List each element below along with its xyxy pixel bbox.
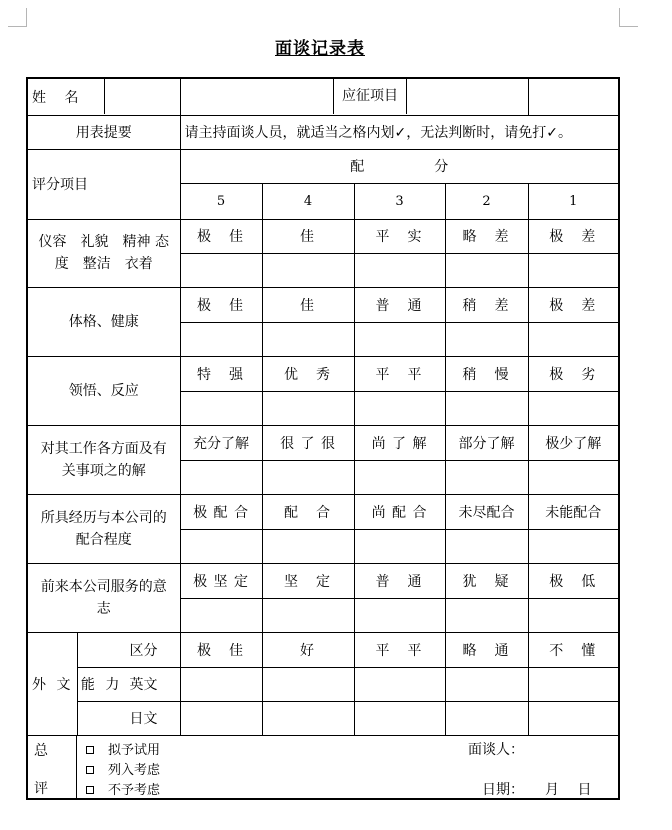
mark-cell[interactable] — [180, 701, 262, 735]
mark-cell[interactable] — [445, 391, 528, 425]
option-label: 不予考虑 — [108, 782, 161, 798]
mark-cell[interactable] — [528, 701, 619, 735]
mark-cell[interactable] — [262, 322, 354, 356]
criterion-row — [27, 356, 619, 391]
criterion-row — [27, 287, 619, 322]
position-cell — [528, 78, 619, 115]
criterion-label: 前来本公司服务的意 志 — [27, 563, 180, 632]
mark-cell[interactable] — [262, 391, 354, 425]
mark-cell[interactable] — [262, 701, 354, 735]
summary-label-box — [28, 736, 77, 798]
summary-cell — [27, 735, 619, 799]
checkbox-icon[interactable] — [86, 766, 94, 774]
score-2: 2 — [445, 183, 528, 219]
scoring-label: 评分项目 — [27, 149, 180, 219]
summary-row — [27, 735, 619, 799]
grade-label: 部分了解 — [445, 425, 528, 460]
option-trial[interactable] — [82, 739, 160, 758]
grade-label: 略 差 — [445, 219, 528, 253]
position-label: 应征项目 — [333, 79, 407, 114]
grade-label: 极 差 — [528, 287, 619, 322]
mark-cell[interactable] — [180, 529, 262, 563]
mark-cell[interactable] — [354, 460, 445, 494]
criterion-row — [27, 425, 619, 460]
mark-cell[interactable] — [354, 701, 445, 735]
grade-label: 稍 慢 — [445, 356, 528, 391]
grade-label: 配 合 — [262, 494, 354, 529]
grade-label: 特 强 — [180, 356, 262, 391]
grade-label: 未尽配合 — [445, 494, 528, 529]
grade-label: 极 佳 — [180, 219, 262, 253]
grade-label: 尚 配 合 — [354, 494, 445, 529]
grade-label: 极 配 合 — [180, 494, 262, 529]
criterion-row — [27, 219, 619, 253]
mark-cell[interactable] — [528, 529, 619, 563]
option-label: 列入考虑 — [108, 762, 161, 778]
grade-label: 普 通 — [354, 563, 445, 598]
mark-cell[interactable] — [180, 667, 262, 701]
mark-cell[interactable] — [180, 598, 262, 632]
mark-cell[interactable] — [354, 529, 445, 563]
grade-label: 极 劣 — [528, 356, 619, 391]
mark-cell[interactable] — [445, 322, 528, 356]
language-row-japanese — [27, 701, 619, 735]
mark-cell[interactable] — [445, 529, 528, 563]
criterion-label: 领悟、反应 — [27, 356, 180, 425]
instructions-label: 用表提要 — [27, 115, 180, 149]
mark-cell[interactable] — [445, 667, 528, 701]
grade-label: 尚 了 解 — [354, 425, 445, 460]
grade-label: 优 秀 — [262, 356, 354, 391]
mark-cell[interactable] — [528, 391, 619, 425]
page-corner-mark-left — [8, 8, 27, 27]
mark-cell[interactable] — [354, 598, 445, 632]
mark-cell[interactable] — [445, 253, 528, 287]
grade-label: 稍 差 — [445, 287, 528, 322]
score-4: 4 — [262, 183, 354, 219]
grade-label: 平 平 — [354, 356, 445, 391]
grade-label: 极 低 — [528, 563, 619, 598]
mark-cell[interactable] — [262, 460, 354, 494]
page-corner-mark-right — [619, 8, 638, 27]
grade-label: 好 — [262, 632, 354, 667]
mark-cell[interactable] — [445, 460, 528, 494]
mark-cell[interactable] — [528, 322, 619, 356]
grade-label: 佳 — [262, 287, 354, 322]
score-1: 1 — [528, 183, 619, 219]
mark-cell[interactable] — [354, 667, 445, 701]
criterion-row — [27, 494, 619, 529]
mark-cell[interactable] — [180, 460, 262, 494]
grade-label: 极 坚 定 — [180, 563, 262, 598]
score-header: 配 分 — [180, 149, 619, 183]
mark-cell[interactable] — [528, 253, 619, 287]
mark-cell[interactable] — [528, 667, 619, 701]
summary-label-bottom: 评 — [34, 780, 48, 797]
grade-label: 平 平 — [354, 632, 445, 667]
name-label: 姓 名 — [27, 78, 180, 115]
checkbox-icon[interactable] — [86, 786, 94, 794]
name-divider — [104, 79, 105, 114]
mark-cell[interactable] — [354, 253, 445, 287]
criterion-label: 仪容 礼貌 精神 态度 整洁 衣着 — [27, 219, 180, 287]
option-consider[interactable] — [82, 759, 160, 778]
grade-label: 犹 疑 — [445, 563, 528, 598]
grade-label: 充分了解 — [180, 425, 262, 460]
score-3: 3 — [354, 183, 445, 219]
summary-label-top: 总 — [34, 742, 48, 759]
date-label: 日期： 月 日 — [482, 781, 592, 798]
criterion-label: 对其工作各方面及有 关事项之的解 — [27, 425, 180, 494]
mark-cell[interactable] — [528, 460, 619, 494]
mark-cell[interactable] — [262, 598, 354, 632]
language-japanese-label: 日文 — [77, 701, 180, 735]
grade-label: 略 通 — [445, 632, 528, 667]
checkbox-icon[interactable] — [86, 746, 94, 754]
grade-label: 很 了 很 — [262, 425, 354, 460]
name-row — [27, 78, 619, 115]
grade-label: 极 差 — [528, 219, 619, 253]
grade-label: 坚 定 — [262, 563, 354, 598]
option-label: 拟予试用 — [108, 742, 161, 758]
score-header-row — [27, 149, 619, 183]
mark-cell[interactable] — [180, 253, 262, 287]
mark-cell[interactable] — [262, 253, 354, 287]
instructions-row — [27, 115, 619, 149]
criterion-label: 体格、健康 — [27, 287, 180, 356]
criterion-row — [27, 563, 619, 598]
grade-label: 极 佳 — [180, 287, 262, 322]
mark-cell[interactable] — [445, 701, 528, 735]
grade-label: 普 通 — [354, 287, 445, 322]
language-grade-row — [27, 632, 619, 667]
instructions-text: 请主持面谈人员，就适当之格内划✓，无法判断时，请免打✓。 — [180, 115, 619, 149]
score-5: 5 — [180, 183, 262, 219]
language-english-label: 英文 — [77, 667, 180, 701]
page-title: 面谈记录表 — [275, 39, 365, 59]
mark-cell[interactable] — [180, 391, 262, 425]
mark-cell[interactable] — [354, 322, 445, 356]
grade-label: 极 佳 — [180, 632, 262, 667]
interviewer-label: 面谈人： — [468, 741, 524, 758]
grade-label: 平 实 — [354, 219, 445, 253]
interview-record-table — [26, 77, 620, 800]
option-reject[interactable] — [82, 779, 160, 798]
language-label: 外 文 能 力 — [27, 632, 77, 735]
mark-cell[interactable] — [528, 598, 619, 632]
language-category-label: 区分 — [77, 632, 180, 667]
mark-cell[interactable] — [445, 598, 528, 632]
grade-label: 佳 — [262, 219, 354, 253]
mark-cell[interactable] — [354, 391, 445, 425]
mark-cell[interactable] — [180, 322, 262, 356]
grade-label: 未能配合 — [528, 494, 619, 529]
grade-label: 不 懂 — [528, 632, 619, 667]
mark-cell[interactable] — [262, 667, 354, 701]
mark-cell[interactable] — [262, 529, 354, 563]
criterion-label: 所具经历与本公司的 配合程度 — [27, 494, 180, 563]
grade-label: 极少了解 — [528, 425, 619, 460]
